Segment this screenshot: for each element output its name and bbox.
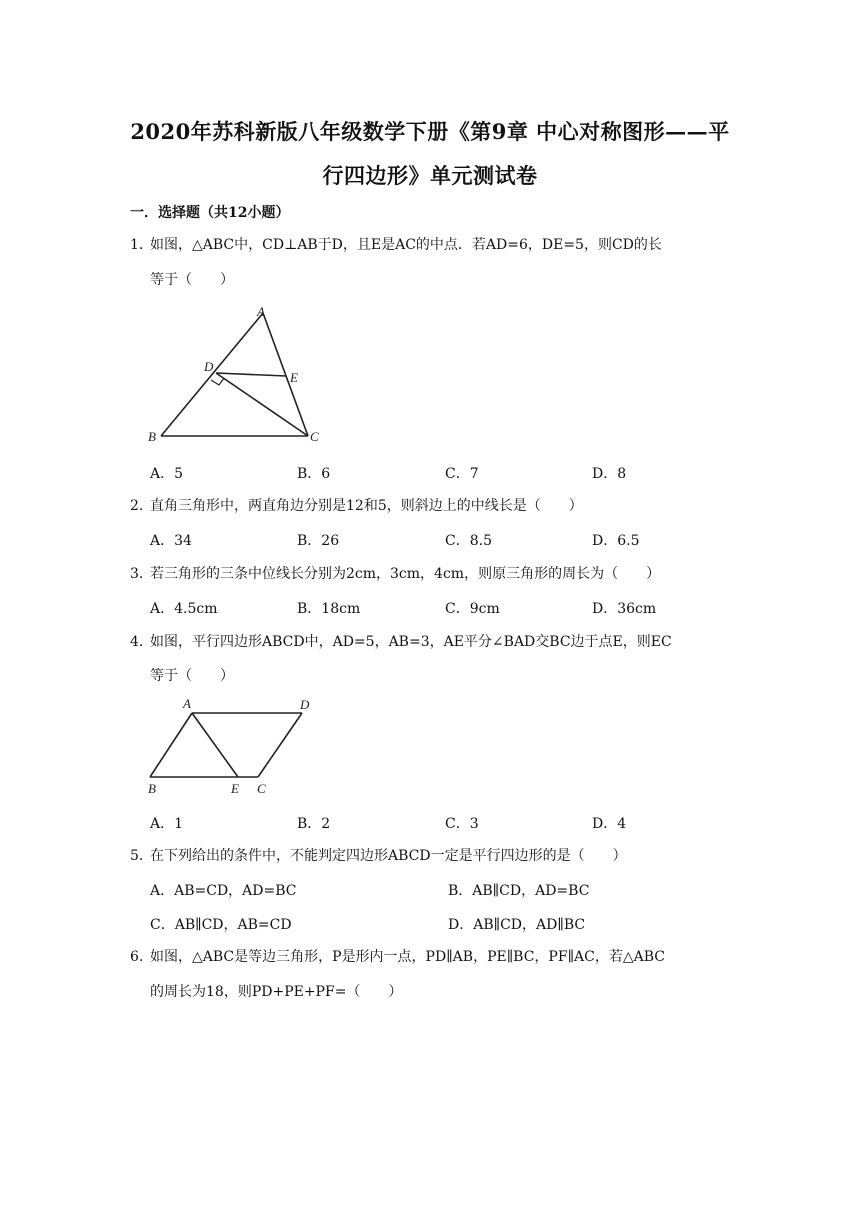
question-4-number: 4．	[130, 634, 153, 650]
question-4-option-a: A．1	[150, 816, 184, 832]
question-1-text	[130, 235, 662, 255]
figure-4-label-a: A	[183, 696, 191, 711]
figure-1-label-c: C	[310, 429, 319, 444]
question-2-option-d: D．6.5	[592, 533, 640, 549]
question-1-line-2: 等于（ ）	[150, 272, 234, 288]
section-heading: 一．选择题（共12小题）	[130, 205, 290, 221]
question-3-option-b: B．18cm	[297, 601, 361, 617]
question-4-figure	[140, 693, 320, 801]
question-6-text	[130, 947, 665, 967]
question-3-number: 3．	[130, 566, 153, 582]
question-1-line-1: 如图，△ABC中，CD⊥AB于D，且E是AC的中点．若AD=6，DE=5，则CD的长	[150, 237, 662, 253]
figure-4-label-c: C	[257, 781, 266, 796]
figure-4-label-e: E	[231, 781, 239, 796]
question-5-text	[130, 846, 627, 866]
question-6-line-1: 如图，△ABC是等边三角形，P是形内一点，PD∥AB，PE∥BC，PF∥AC，若△ABC	[150, 949, 665, 965]
question-3-option-c: C．9cm	[445, 601, 500, 617]
question-2-option-a: A．34	[150, 533, 192, 549]
question-3-text	[130, 564, 660, 584]
page-title-line-2: 行四边形》单元测试卷	[322, 163, 538, 188]
question-2-option-b: B．26	[297, 533, 340, 549]
question-5-option-d: D．AB∥CD，AD∥BC	[448, 917, 586, 933]
question-5-number: 5．	[130, 848, 153, 864]
question-2-text	[130, 496, 583, 516]
question-2-number: 2．	[130, 498, 153, 514]
question-6-number: 6．	[130, 949, 153, 965]
question-3-line-1: 若三角形的三条中位线长分别为2cm，3cm，4cm，则原三角形的周长为（ ）	[150, 566, 661, 582]
question-4-option-b: B．2	[297, 816, 331, 832]
figure-4-label-d: D	[300, 697, 310, 712]
question-4-line-1: 如图，平行四边形ABCD中，AD=5，AB=3，AE平分∠BAD交BC边于点E，则EC	[150, 634, 672, 650]
figure-1-label-b: B	[148, 429, 156, 444]
question-1-option-c: C．7	[445, 466, 479, 482]
question-3-option-a: A．4.5cm	[150, 601, 218, 617]
question-4-text	[130, 632, 672, 652]
question-3-option-d: D．36cm	[592, 601, 657, 617]
question-2-line-1: 直角三角形中，两直角边分别是12和5，则斜边上的中线长是（ ）	[150, 498, 583, 514]
question-1-option-b: B．6	[297, 466, 331, 482]
question-5-line-1: 在下列给出的条件中，不能判定四边形ABCD一定是平行四边形的是（ ）	[150, 848, 627, 864]
question-6-line-2: 的周长为18，则PD+PE+PF=（ ）	[150, 984, 403, 1000]
question-2-option-c: C．8.5	[445, 533, 492, 549]
question-5-option-c: C．AB∥CD，AB=CD	[150, 917, 292, 933]
question-4-option-c: C．3	[445, 816, 479, 832]
figure-1-label-d: D	[204, 359, 214, 374]
figure-1-label-e: E	[290, 370, 298, 385]
question-1-number: 1．	[130, 237, 153, 253]
question-4-line-2: 等于（ ）	[150, 668, 234, 684]
figure-1-label-a: A	[257, 304, 265, 319]
question-1-option-d: D．8	[592, 466, 627, 482]
question-4-option-d: D．4	[592, 816, 627, 832]
question-1-figure	[140, 300, 330, 450]
page-title-line-1: 2020年苏科新版八年级数学下册《第9章 中心对称图形——平	[130, 119, 730, 144]
figure-4-label-b: B	[148, 781, 156, 796]
question-5-option-a: A．AB=CD，AD=BC	[150, 883, 297, 899]
question-1-option-a: A．5	[150, 466, 184, 482]
question-5-option-b: B．AB∥CD，AD=BC	[448, 883, 590, 899]
